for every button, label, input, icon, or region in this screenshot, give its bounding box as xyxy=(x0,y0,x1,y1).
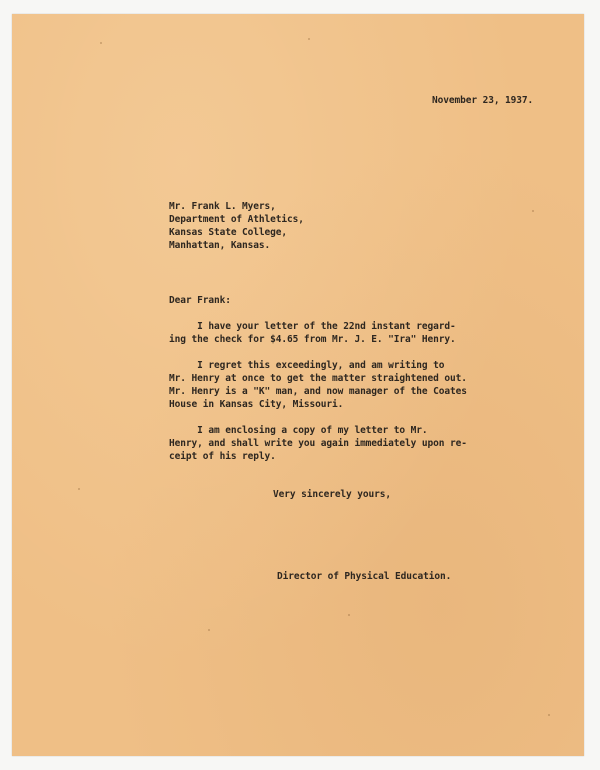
paper-speck xyxy=(100,42,102,44)
paragraph-2-line-4: House in Kansas City, Missouri. xyxy=(169,399,344,410)
address-line-city: Manhattan, Kansas. xyxy=(169,240,271,251)
paper-speck xyxy=(348,614,350,616)
address-line-college: Kansas State College, xyxy=(169,227,288,238)
letter-page xyxy=(12,14,584,756)
paragraph-2-line-2: Mr. Henry at once to get the matter straightened out. xyxy=(169,373,467,384)
paragraph-2-line-3: Mr. Henry is a "K" man, and now manager of the Coates xyxy=(169,386,467,397)
paper-speck xyxy=(532,210,534,212)
paper-speck xyxy=(308,38,310,40)
address-line-name: Mr. Frank L. Myers, xyxy=(169,201,276,212)
paper-speck xyxy=(208,629,210,631)
paragraph-3-line-2: Henry, and shall write you again immediately upon re- xyxy=(169,438,467,449)
closing: Very sincerely yours, xyxy=(273,489,392,500)
paragraph-2-line-1: I regret this exceedingly, and am writing to xyxy=(169,360,445,371)
signature-title: Director of Physical Education. xyxy=(277,571,452,582)
paragraph-1-line-1: I have your letter of the 22nd instant regard- xyxy=(169,321,456,332)
address-line-department: Department of Athletics, xyxy=(169,214,304,225)
paragraph-3-line-1: I am enclosing a copy of my letter to Mr. xyxy=(169,425,428,436)
paragraph-3-line-3: ceipt of his reply. xyxy=(169,451,276,462)
paper-speck xyxy=(78,488,80,490)
paper-speck xyxy=(548,714,550,716)
letter-date: November 23, 1937. xyxy=(432,95,534,106)
paragraph-1-line-2: ing the check for $4.65 from Mr. J. E. "Ira" Henry. xyxy=(169,334,456,345)
salutation: Dear Frank: xyxy=(169,295,231,306)
